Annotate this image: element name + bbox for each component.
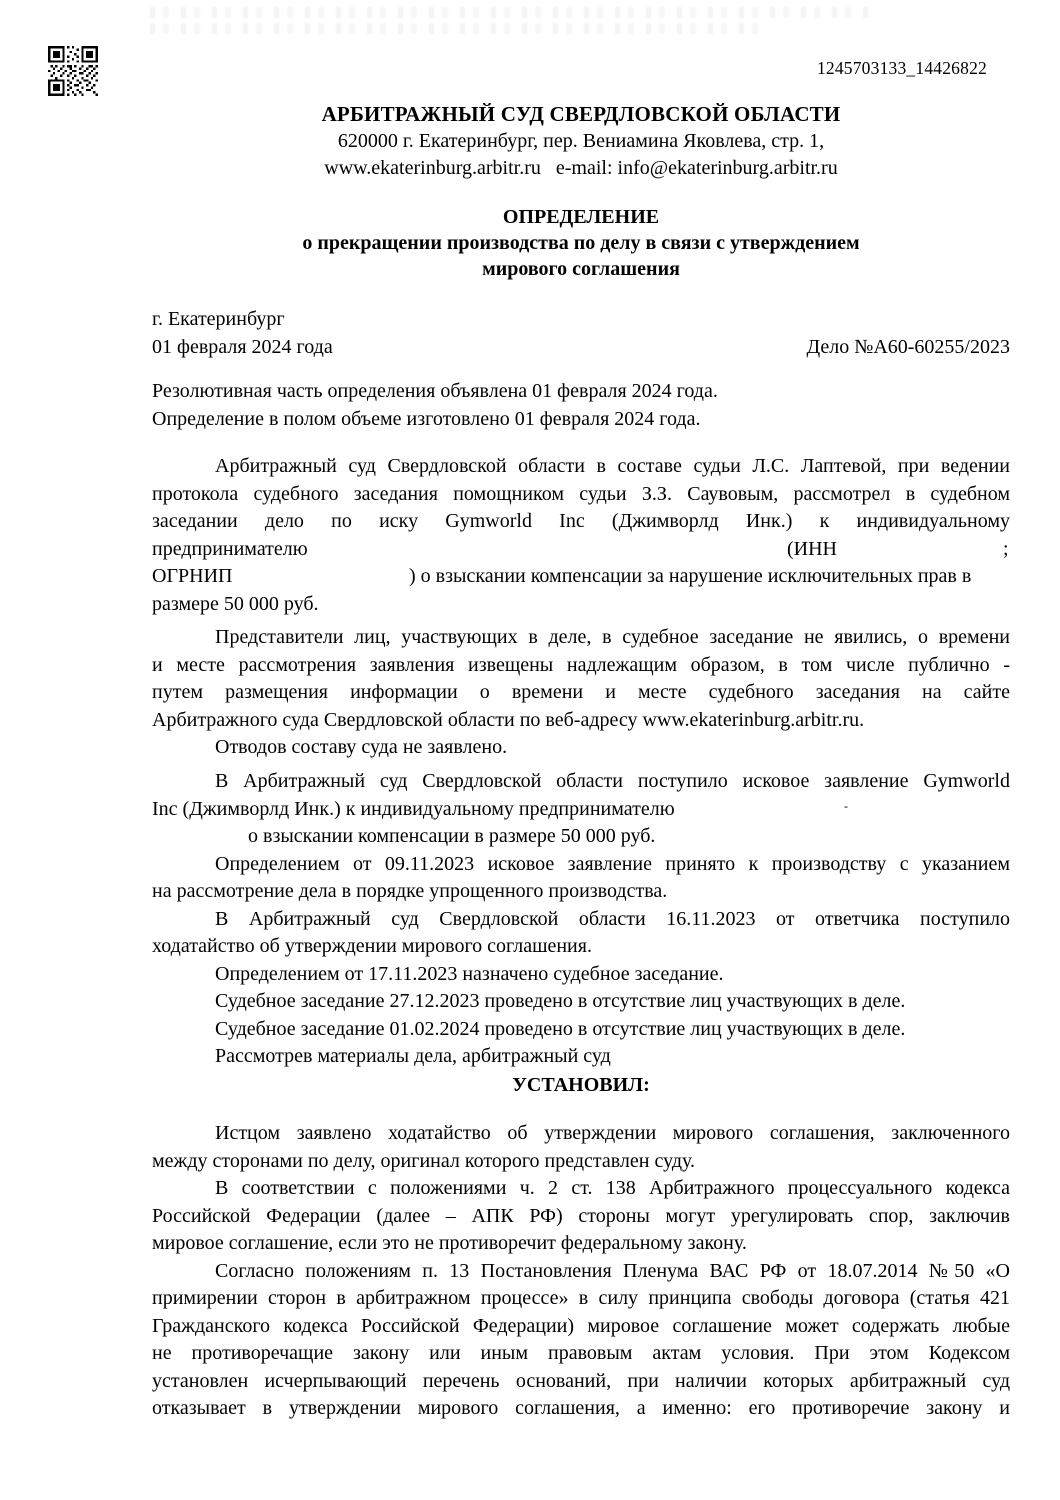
text-line: Рассмотрев материалы дела, арбитражный суд xyxy=(215,1045,611,1067)
text-line: и месте рассмотрения заявления извещены надлежащим образом, в том числе публично - xyxy=(152,653,1010,676)
text-segment: - xyxy=(844,798,848,813)
text-line: Определением от 09.11.2023 исковое заявление принято к производству с указанием xyxy=(215,852,1010,875)
ruling-title: ОПРЕДЕЛЕНИЕ xyxy=(502,206,660,228)
text-line: Отводов составу суда не заявлено. xyxy=(215,736,508,758)
text-line xyxy=(152,536,1010,564)
text-line: Судебное заседание 01.02.2024 проведено в отсутствие лиц участвующих в деле. xyxy=(215,1017,906,1040)
text-line: на рассмотрение дела в порядке упрощенного производства. xyxy=(152,880,668,902)
text-line xyxy=(152,796,1010,824)
text-line: Арбитражного суда Свердловской области по веб-адресу www.ekaterinburg.arbitr.ru. xyxy=(152,708,865,731)
text-segment: (ИНН xyxy=(787,537,837,560)
ustanovil-heading: УСТАНОВИЛ: xyxy=(512,1074,650,1096)
paragraph xyxy=(152,768,1010,1071)
text-line: В Арбитражный суд Свердловской области поступило исковое заявление Gymworld xyxy=(215,770,1010,792)
text-line: Гражданского кодекса Российской Федерации) мировое соглашение может содержать любые xyxy=(152,1314,1010,1337)
text-line: В Арбитражный суд Свердловской области 16.11.2023 от ответчика поступило xyxy=(215,907,1010,930)
text-line: В соответствии с положениями ч. 2 ст. 138 Арбитражного процессуального кодекса xyxy=(215,1177,1010,1199)
court-address: 620000 г. Екатеринбург, пер. Вениамина Яковлева, стр. 1, xyxy=(337,130,825,152)
text-line: не противоречащие закону или иным правовым актам условия. При этом Кодексом xyxy=(152,1342,1010,1364)
text-line: путем размещения информации о времени и месте судебного заседания на сайте xyxy=(152,681,1010,703)
case-number: Дело №А60-60255/2023 xyxy=(806,335,1010,358)
paragraph xyxy=(152,1072,1010,1100)
text-segment: ; xyxy=(1003,537,1009,560)
court-contacts: www.ekaterinburg.arbitr.ru e-mail: info@ekaterinburg.arbitr.ru xyxy=(324,157,838,179)
text-line: Представители лиц, участвующих в деле, в судебное заседание не явились, о времени xyxy=(215,626,1010,648)
text-line xyxy=(152,563,1010,591)
paragraph xyxy=(152,453,1010,618)
text-segment: предпринимателю xyxy=(152,537,308,560)
text-line: примирении сторон в арбитражном процессе» в силу принципа свободы договора (статья 421 xyxy=(152,1287,1010,1309)
court-name: АРБИТРАЖНЫЙ СУД СВЕРДЛОВСКОЙ ОБЛАСТИ xyxy=(321,102,841,126)
paragraph xyxy=(152,1120,1010,1423)
text-line: размере 50 000 руб. xyxy=(152,592,319,615)
qr-code-icon xyxy=(48,45,98,97)
text-line: Арбитражный суд Свердловской области в составе судьи Л.С. Лаптевой, при ведении xyxy=(215,455,1010,477)
text-line: Российской Федерации (далее – АПК РФ) стороны могут урегулировать спор, заключив xyxy=(152,1204,1010,1227)
text-segment: Inc (Джимворлд Инк.) к индивидуальному предпринимателю xyxy=(152,797,675,820)
place-line: г. Екатеринбург xyxy=(152,308,285,330)
document-date: 01 февраля 2024 года xyxy=(152,335,333,358)
text-line: отказывает в утверждении мирового соглашения, а именно: его противоречие закону и xyxy=(152,1397,1010,1419)
text-line: Судебное заседание 27.12.2023 проведено в отсутствие лиц участвующих в деле. xyxy=(215,990,906,1012)
text-line: заседании дело по иску Gymworld Inc (Джимворлд Инк.) к индивидуальному xyxy=(152,510,1010,532)
text-line: Определением от 17.11.2023 назначено судебное заседание. xyxy=(215,962,724,985)
date-case-row xyxy=(152,334,1010,362)
text-line: мировое соглашение, если это не противоречит федеральному закону. xyxy=(152,1232,747,1254)
paragraph xyxy=(152,378,1010,433)
paragraph xyxy=(152,624,1010,762)
text-line: Согласно положениям п. 13 Постановления Пленума ВАС РФ от 18.07.2014 №50 «О xyxy=(215,1259,1010,1282)
text-line: Истцом заявлено ходатайство об утверждении мирового соглашения, заключенного xyxy=(215,1122,1010,1144)
text-segment: ОГРНИП xyxy=(152,565,233,587)
text-line: установлен исчерпывающий перечень оснований, при наличии которых арбитражный суд xyxy=(152,1369,1010,1392)
text-line: между сторонами по делу, оригинал которого представлен суду. xyxy=(152,1149,696,1172)
text-line: о взыскании компенсации в размере 50 000 руб. xyxy=(248,825,656,847)
ruling-subtitle-2: мирового соглашения xyxy=(482,258,680,280)
document-body xyxy=(152,0,1010,1500)
paragraph xyxy=(152,306,1010,361)
document-id: 1245703133_14426822 xyxy=(816,58,987,78)
text-line: Определение в полом объеме изготовлено 01 февраля 2024 года. xyxy=(152,407,701,430)
ruling-subtitle-1: о прекращении производства по делу в связи с утверждением xyxy=(302,232,860,254)
text-segment: ) о взыскании компенсации за нарушение исключительных прав в xyxy=(409,565,972,587)
text-line: Резолютивная часть определения объявлена 01 февраля 2024 года. xyxy=(152,380,718,402)
text-line: протокола судебного заседания помощником судьи З.З. Саувовым, рассмотрел в судебном xyxy=(152,482,1010,505)
text-line: ходатайство об утверждении мирового соглашения. xyxy=(152,935,592,957)
